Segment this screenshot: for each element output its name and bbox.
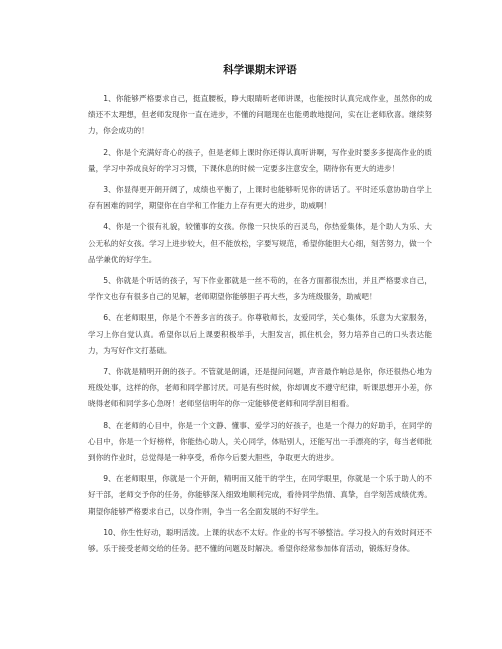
document-title: 科学课期末评语 — [223, 64, 297, 76]
comment-paragraph-5: 5、你就是个听话的孩子，写下作业都就是一丝不苟的，在各方面都很杰出，并且严格要求自己，学作文也存有很多自己的见解，老师期望你能够胆子再大些，多为班级服务，助威吧！ — [88, 276, 432, 302]
comment-paragraph-7: 7、你就是精明开朗的孩子。不管就是朗诵，还是提问问题，声音最作响总是你，你还很热心地为班级处事，这样的你，老师和同学都讨厌。可是有些时候，你却调皮不遵守纪律，听课思想开小差，你晓得老师和同学多心急呀！老师坚信明年的你一定能够使老师和同学刮目相看。 — [88, 367, 432, 409]
comment-paragraph-6: 6、在老师眼里，你是个不善多言的孩子。你尊敬师长，友爱同学，关心集体，乐意为大家服务，学习上你自觉认真。希望你以后上课要积极举手，大胆发言，抓住机会，努力培养自己的口头表达能力，为写好作文打基础。 — [88, 313, 432, 355]
comment-paragraph-3: 3、你显得更开朗开阔了，成绩也平衡了，上课时也能够听见你的讲话了。平时还乐意协助自学上存有困难的同学，期望你在自学和工作能力上存有更大的进步，助威啊！ — [88, 185, 432, 211]
comment-paragraph-10: 10、你生性好动，聪明活泼。上课的状态不太好。作业的书写不够整洁。学习投入的有效时间还不够。乐于接受老师交给的任务。把不懂的问题及时解决。希望你经常参加体育活动，锻炼好身体。 — [88, 527, 432, 554]
comment-paragraph-9: 9、在老师眼里，你就是一个开朗，精明而又能干的学生，在同学眼里，你就是一个乐于助人的不好干部，老师交予你的任务，你能够深入细致地顺利完成，看待同学热情、真挚，自学刻苦成绩优秀。期望你能够严格要求自己，以身作则，争当一名全面发展的不好学生。 — [88, 474, 432, 516]
comment-paragraph-4: 4、你是一个很有礼貌，较懂事的女孩。你像一只快乐的百灵鸟，你热爱集体，是个助人为乐、大公无私的好女孩。学习上进步较大，但不能放松，字要写规范，希望你能胆大心细，刻苦努力，做一个品学兼优的好学生。 — [88, 222, 432, 264]
comment-paragraph-2: 2、你是个充满好奇心的孩子，但是老师上课时你还得认真听讲啊，写作业时要多多提高作业的质量，学习中养成良好的学习习惯，下课休息的时候一定要多注意安全，期待你有更大的进步！ — [88, 147, 432, 173]
comment-paragraph-8: 8、在老师的心目中，你是一个文静、懂事、爱学习的好孩子，也是一个得力的好助手，在同学的心目中，你是一个好榜样，你能热心助人，关心同学，体贴别人，还能写出一手漂亮的字，每当老师批到你的作业时，总觉得是一种享受，希你今后要大胆些，争取更大的进步。 — [88, 420, 432, 463]
comment-paragraph-1: 1、你能够严格要求自己，挺直腰板，睁大眼睛听老师讲课，也能按时认真完成作业，虽然你的成绩还不太理想，但老师发现你一直在进步，不懂的问题现在也能勇敢地提问，实在让老师欣喜。继续努力，你会成功的！ — [88, 94, 432, 136]
